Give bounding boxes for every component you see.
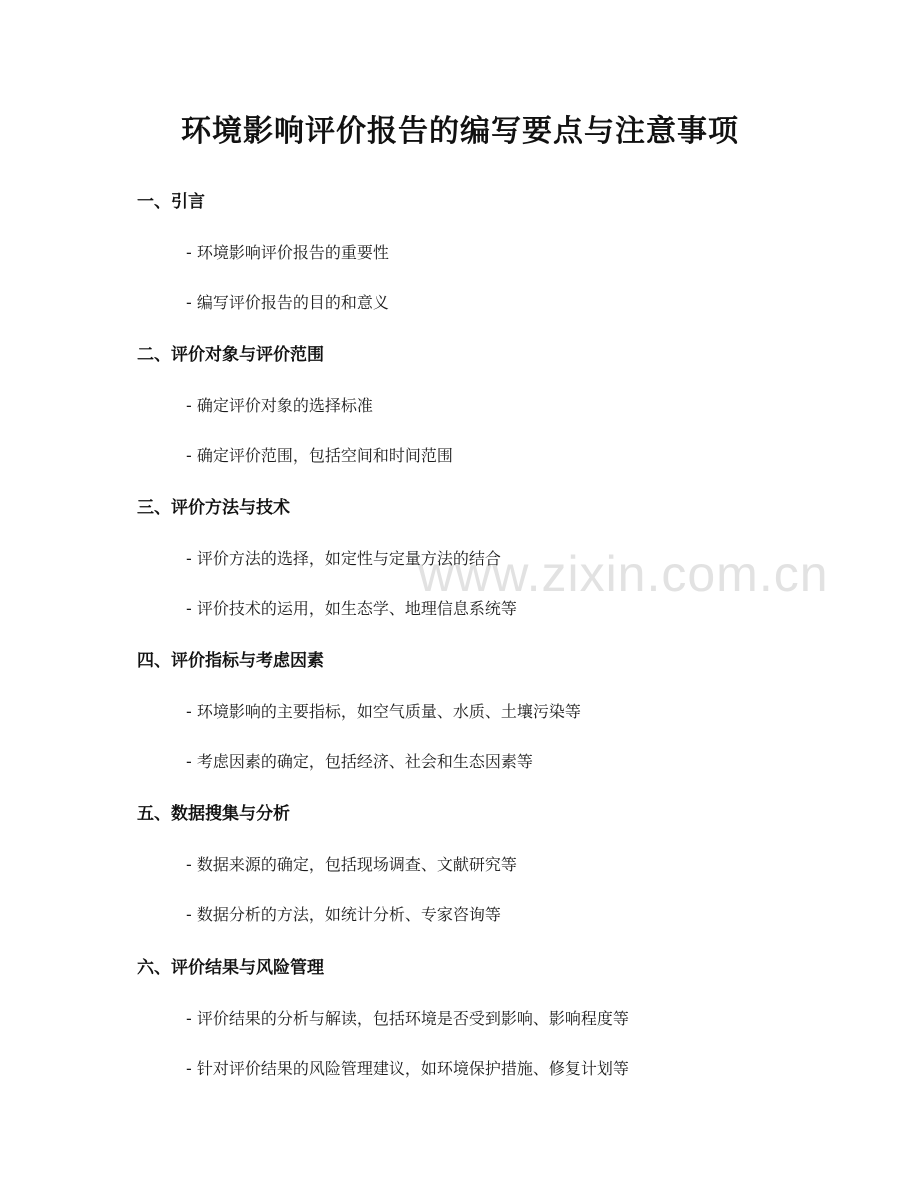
section-heading: 四、评价指标与考虑因素 <box>137 651 324 671</box>
section-heading: 三、评价方法与技术 <box>137 498 290 518</box>
list-item: - 确定评价范围，包括空间和时间范围 <box>186 446 453 465</box>
document-title: 环境影响评价报告的编写要点与注意事项 <box>181 114 739 149</box>
list-item: - 环境影响评价报告的重要性 <box>186 243 389 262</box>
section-heading: 六、评价结果与风险管理 <box>137 958 324 978</box>
watermark-text: www.zixin.com.cn <box>418 546 829 602</box>
list-item: - 确定评价对象的选择标准 <box>186 396 373 415</box>
section-heading: 五、数据搜集与分析 <box>137 804 290 824</box>
list-item: - 评价方法的选择，如定性与定量方法的结合 <box>186 549 501 568</box>
list-item: - 环境影响的主要指标，如空气质量、水质、土壤污染等 <box>186 702 581 721</box>
list-item: - 评价技术的运用，如生态学、地理信息系统等 <box>186 599 517 618</box>
section-heading: 二、评价对象与评价范围 <box>137 345 324 365</box>
list-item: - 编写评价报告的目的和意义 <box>186 293 389 312</box>
list-item: - 数据分析的方法，如统计分析、专家咨询等 <box>186 905 501 924</box>
list-item: - 考虑因素的确定，包括经济、社会和生态因素等 <box>186 752 533 771</box>
list-item: - 数据来源的确定，包括现场调查、文献研究等 <box>186 855 517 874</box>
section-heading: 一、引言 <box>137 192 205 212</box>
list-item: - 评价结果的分析与解读，包括环境是否受到影响、影响程度等 <box>186 1009 629 1028</box>
list-item: - 针对评价结果的风险管理建议，如环境保护措施、修复计划等 <box>186 1059 629 1078</box>
